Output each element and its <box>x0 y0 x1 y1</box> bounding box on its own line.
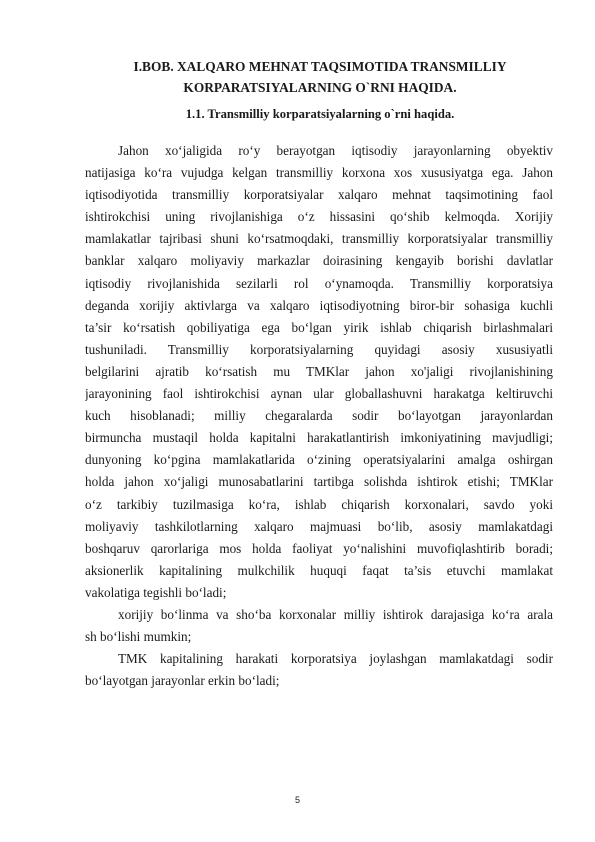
text-line: kuch hisoblanadi; milliy chegaralarda sodir bo‘layotgan jarayonlardan <box>85 408 553 424</box>
text-line: natijasiga ko‘ra vujudga kelgan transmilliy korxona xos xususiyatga ega. Jahon <box>85 165 553 181</box>
text-line: iqtisodiyotida transmilliy korporatsiyalar xalqaro mehnat taqsimotining faol <box>85 187 553 203</box>
section-title: 1.1. Transmilliy korparatsiyalarning o`rni haqida. <box>185 107 455 121</box>
text-line: aksionerlik kapitalining mulkchilik huquqi faqat ta’sis etuvchi mamlakat <box>85 562 553 578</box>
text-line: iqtisodiy rivojlanishida sezilarli rol o‘ynamoqda. Transmilliy korporatsiya <box>85 275 553 291</box>
text-line: birmuncha mustaqil holda kapitalni harakatlantirish imkoniyatining mavjudligi; <box>85 430 553 446</box>
text-line: boshqaruv qarorlariga mos holda faoliyat yo‘nalishini muvofiqlashtirib boradi; <box>85 540 553 556</box>
text-line: belgilarini ajratib ko‘rsatish mu TMKlar jahon xo'jaligi rivojlanishining <box>85 363 553 379</box>
text-line: jarayonining faol ishtirokchisi aynan ular globallashuvni harakatga keltiruvchi <box>85 386 553 402</box>
chapter-title-line-1: I.BOB. XALQARO MEHNAT TAQSIMOTIDA TRANSMILLIY <box>133 59 507 74</box>
text-line: moliyaviy tashkilotlarning xalqaro majmuasi bo‘lib, asosiy mamlakatdagi <box>85 518 553 534</box>
text-line: TMK kapitalining harakati korporatsiya joylashgan mamlakatdagi sodir <box>118 651 553 667</box>
text-line: bo‘layotgan jarayonlar erkin bo‘ladi; <box>85 673 280 689</box>
text-line: mamlakatlar tajribasi shuni ko‘rsatmoqdaki, transmilliy korporatsiyalar transmilliy <box>85 231 553 247</box>
text-line: Jahon xo‘jaligida ro‘y berayotgan iqtisodiy jarayonlarning obyektiv <box>118 143 553 158</box>
text-line: holda jahon xo‘jaligi munosabatlarini tartibga solishda ishtirok etishi; TMKlar <box>85 474 553 490</box>
text-line: ishtirokchisi uning rivojlanishiga o‘z hissasini qo‘shib kelmoqda. Xorijiy <box>85 209 553 225</box>
text-line: dunyoning ko‘pgina mamlakatlarida o‘zining operatsiyalarini amalga oshirgan <box>85 452 553 468</box>
text-line: deganda xorijiy aktivlarga va xalqaro iqtisodiyotning biror-bir sohasiga kuchli <box>85 297 553 313</box>
text-line: vakolatiga tegishli bo‘ladi; <box>85 584 227 600</box>
chapter-title-line-2: KORPARATSIYALARNING O`RNI HAQIDA. <box>183 80 457 95</box>
text-line: tushuniladi. Transmilliy korporatsiyalarning quyidagi asosiy xususiyatli <box>85 341 553 357</box>
text-line: banklar xalqaro moliyaviy markazlar doirasining kengayib borishi davlatlar <box>85 253 553 269</box>
page-number: 5 <box>294 795 300 805</box>
text-line: o‘z tarkibiy tuzilmasiga ko‘ra, ishlab chiqarish korxonalari, savdo yoki <box>85 496 553 512</box>
body-text <box>85 140 553 692</box>
text-line: sh bo‘lishi mumkin; <box>85 629 192 645</box>
text-line: xorijiy bo‘linma va sho‘ba korxonalar milliy ishtirok darajasiga ko‘ra arala <box>118 606 553 622</box>
text-line: ta’sir ko‘rsatish qobiliyatiga ega bo‘lgan yirik ishlab chiqarish birlashmalari <box>85 319 553 335</box>
